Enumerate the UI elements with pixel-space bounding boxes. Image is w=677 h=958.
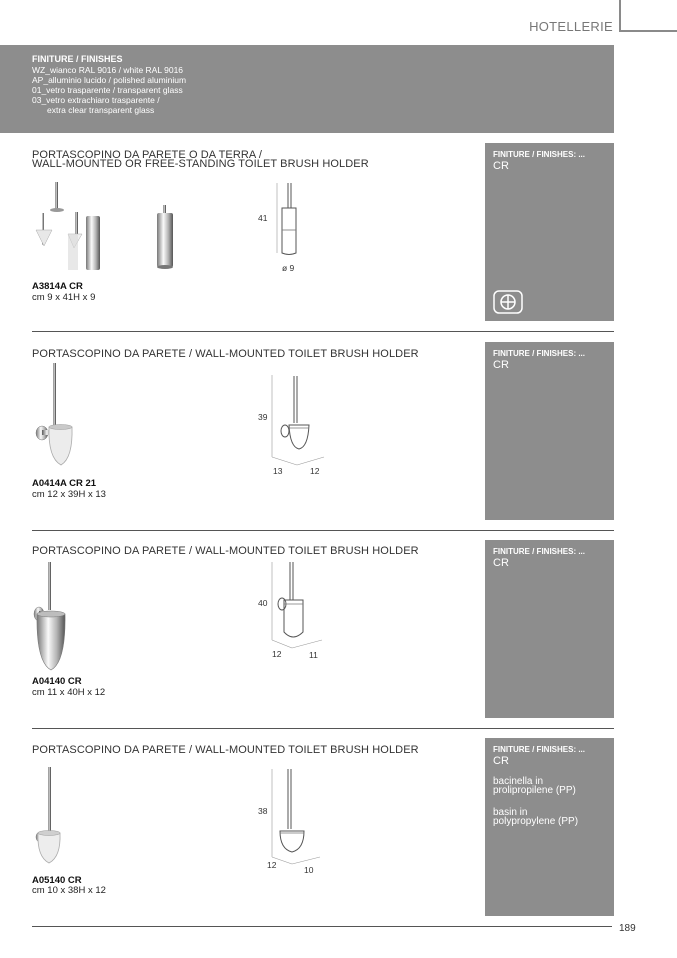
product-code: A3814A CR (32, 281, 83, 292)
dimension-width: 11 (309, 650, 318, 660)
corner-mark-vertical (619, 0, 621, 32)
product-photo-brush-set (30, 180, 110, 275)
finish-code: CR (493, 557, 509, 569)
dimension-depth: 12 (272, 649, 282, 659)
section-label: HOTELLERIE (529, 19, 613, 34)
finishes-panel (485, 143, 614, 321)
finishes-panel-title: FINITURE / FINISHES: ... (493, 349, 586, 358)
technical-drawing (262, 560, 332, 660)
product-code: A0414A CR 21 (32, 478, 97, 489)
product-photo-wall-holder (33, 562, 78, 680)
finishes-banner-title: FINITURE / FINISHES (32, 54, 123, 64)
product-title: PORTASCOPINO DA PARETE / WALL-MOUNTED TOILET BRUSH HOLDER (32, 545, 419, 557)
product-code: A04140 CR (32, 676, 82, 687)
finish-line: WZ_wianco RAL 9016 / white RAL 9016 (32, 65, 184, 75)
product-photo-wall-holder (33, 363, 78, 473)
finishes-panel (485, 738, 614, 916)
product-code: A05140 CR (32, 875, 82, 886)
finish-line: 03_vetro extrachiaro trasparente / (32, 95, 160, 105)
material-note-en: polypropylene (PP) (493, 816, 579, 827)
dimension-height: 39 (258, 412, 268, 422)
section-divider (32, 331, 614, 332)
finish-line: 01_vetro trasparente / transparent glass (32, 85, 183, 95)
product-dimensions: cm 10 x 38H x 12 (32, 885, 106, 896)
product-dimensions: cm 9 x 41H x 9 (32, 292, 96, 303)
finishes-panel-title: FINITURE / FINISHES: ... (493, 150, 586, 159)
dimension-width: 10 (304, 865, 314, 875)
finish-code: CR (493, 755, 509, 767)
product-photo-wall-holder (33, 767, 68, 867)
finishes-panel-title: FINITURE / FINISHES: ... (493, 547, 586, 556)
technical-drawing (262, 373, 332, 473)
dimension-height: 41 (258, 213, 268, 223)
finish-code: CR (493, 359, 509, 371)
footer-rule (32, 926, 612, 927)
finishes-panel (485, 342, 614, 520)
finish-line: extra clear transparent glass (47, 105, 155, 115)
corner-mark-horizontal (619, 30, 677, 32)
page-number: 189 (619, 923, 636, 934)
product-title: PORTASCOPINO DA PARETE O DA TERRA / (32, 149, 263, 161)
material-note-it: prolipropilene (PP) (493, 785, 576, 796)
dimension-height: 38 (258, 806, 268, 816)
dimension-height: 40 (258, 598, 268, 608)
dimension-width: 12 (310, 466, 320, 476)
product-title: WALL-MOUNTED OR FREE-STANDING TOILET BRUSH HOLDER (32, 158, 369, 170)
dimension-diameter: ø 9 (282, 263, 295, 273)
finish-code: CR (493, 160, 509, 172)
product-dimensions: cm 12 x 39H x 13 (32, 489, 106, 500)
material-note-en: basin in (493, 807, 528, 818)
section-divider (32, 530, 614, 531)
wall-floor-mount-icon (493, 290, 523, 314)
section-divider (32, 728, 614, 729)
product-title: PORTASCOPINO DA PARETE / WALL-MOUNTED TOILET BRUSH HOLDER (32, 744, 419, 756)
product-photo-standing-holder (150, 205, 180, 270)
technical-drawing (270, 180, 330, 260)
product-title: PORTASCOPINO DA PARETE / WALL-MOUNTED TOILET BRUSH HOLDER (32, 348, 419, 360)
material-note-it: bacinella in (493, 776, 544, 787)
finishes-panel (485, 540, 614, 718)
finishes-panel-title: FINITURE / FINISHES: ... (493, 745, 586, 754)
dimension-depth: 13 (273, 466, 283, 476)
product-dimensions: cm 11 x 40H x 12 (32, 687, 106, 698)
dimension-depth: 12 (267, 860, 277, 870)
finish-line: AP_alluminio lucido / polished aluminium (32, 75, 187, 85)
